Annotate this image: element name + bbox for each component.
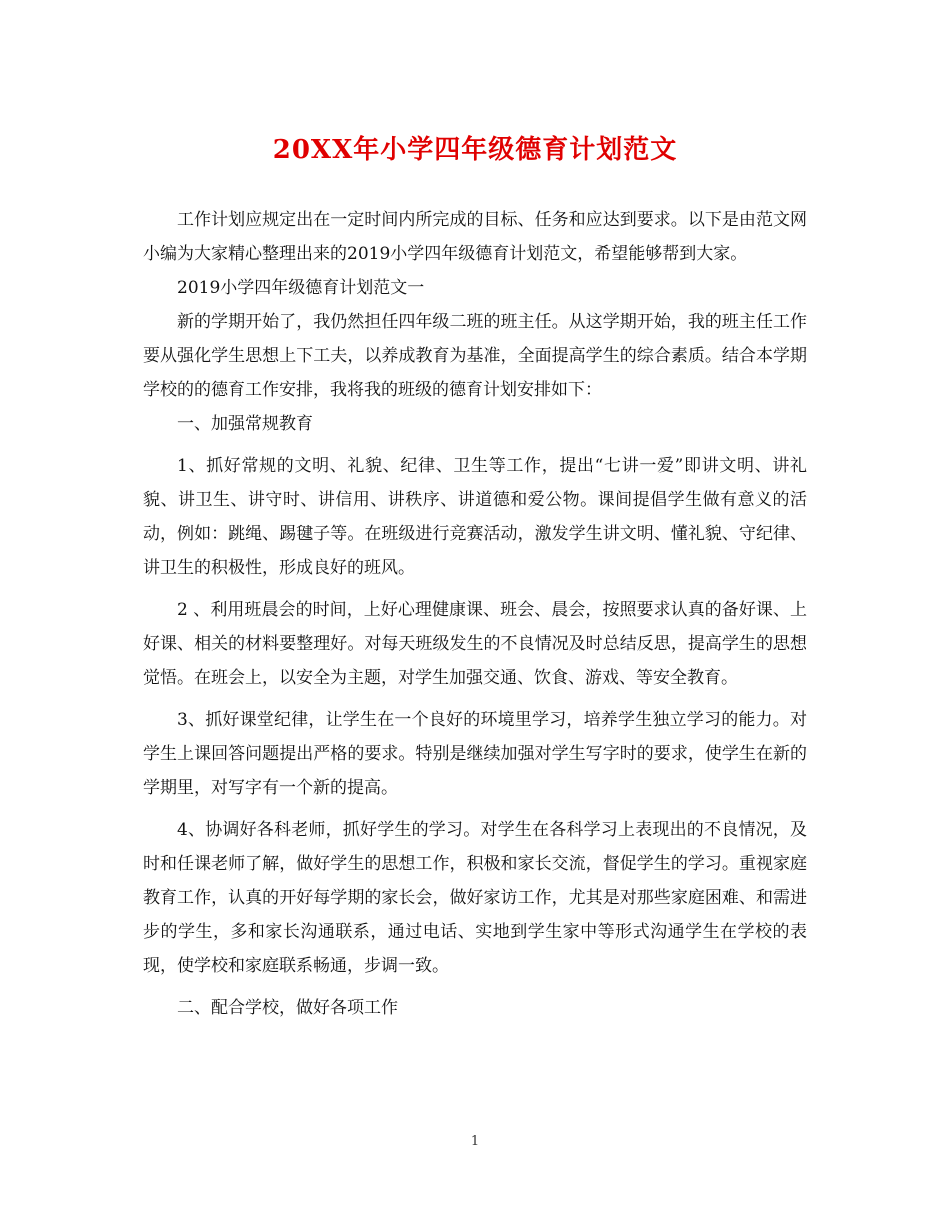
paragraph-item-3: 3、抓好课堂纪律，让学生在一个良好的环境里学习，培养学生独立学习的能力。对学生上课回答问题提出严格的要求。特别是继续加强对学生写字时的要求，使学生在新的学期里，对写字有一个新的提高。 bbox=[143, 710, 807, 798]
paragraph-item-2: 2 、利用班晨会的时间，上好心理健康课、班会、晨会，按照要求认真的备好课、上好课、相关的材料要整理好。对每天班级发生的不良情况及时总结反思，提高学生的思想 觉悟。在班会上，以安全为主题，对学生加强交通、饮食、游戏、等安全教育。 bbox=[143, 600, 807, 688]
paragraph-opening: 新的学期开始了，我仍然担任四年级二班的班主任。从这学期开始，我的班主任工作要从强化学生思想上下工夫，以养成教育为基准，全面提高学生的综合素质。结合本学期学校的的德育工作安排，我将我的班级的德育计划安排如下： bbox=[143, 312, 807, 400]
page-number: 1 bbox=[470, 1134, 480, 1149]
document-body bbox=[143, 203, 807, 1025]
paragraph-item-4: 4、协调好各科老师，抓好学生的学习。对学生在各科学习上表现出的不良情况，及时和任课老师了解，做好学生的思想工作，积极和家长交流，督促学生的学习。重视家庭教育工作，认真的开好每学期的家长会，做好家访工作，尤其是对那些家庭困难、和需进步的学生，多和家长沟通联系，通过电话、实地到学生家中等形式沟通学生在学校的表现，使学校和家庭联系畅通，步调一致。 bbox=[143, 820, 807, 976]
document-title: 20XX年小学四年级德育计划范文 bbox=[272, 135, 678, 165]
paragraph-item-1: 1、抓好常规的文明、礼貌、纪律、卫生等工作，提出“七讲一爱”即讲文明、讲礼貌、讲卫生、讲守时、讲信用、讲秩序、讲道德和爱公物。课间提倡学生做有意义的活动，例如：跳绳、踢毽子等。在班级进行竞赛活动，激发学生讲文明、懂礼貌、守纪律、讲卫生的积极性，形成良好的班风。 bbox=[143, 456, 807, 578]
heading-section-one: 一、加强常规教育 bbox=[177, 414, 313, 434]
paragraph-intro: 工作计划应规定出在一定时间内所完成的目标、任务和应达到要求。以下是由范文网小编为大家精心整理出来的2019小学四年级德育计划范文，希望能够帮到大家。 bbox=[143, 210, 807, 264]
heading-section-two: 二、配合学校，做好各项工作 bbox=[177, 998, 398, 1018]
paragraph-section-title: 2019小学四年级德育计划范文一 bbox=[177, 278, 425, 298]
